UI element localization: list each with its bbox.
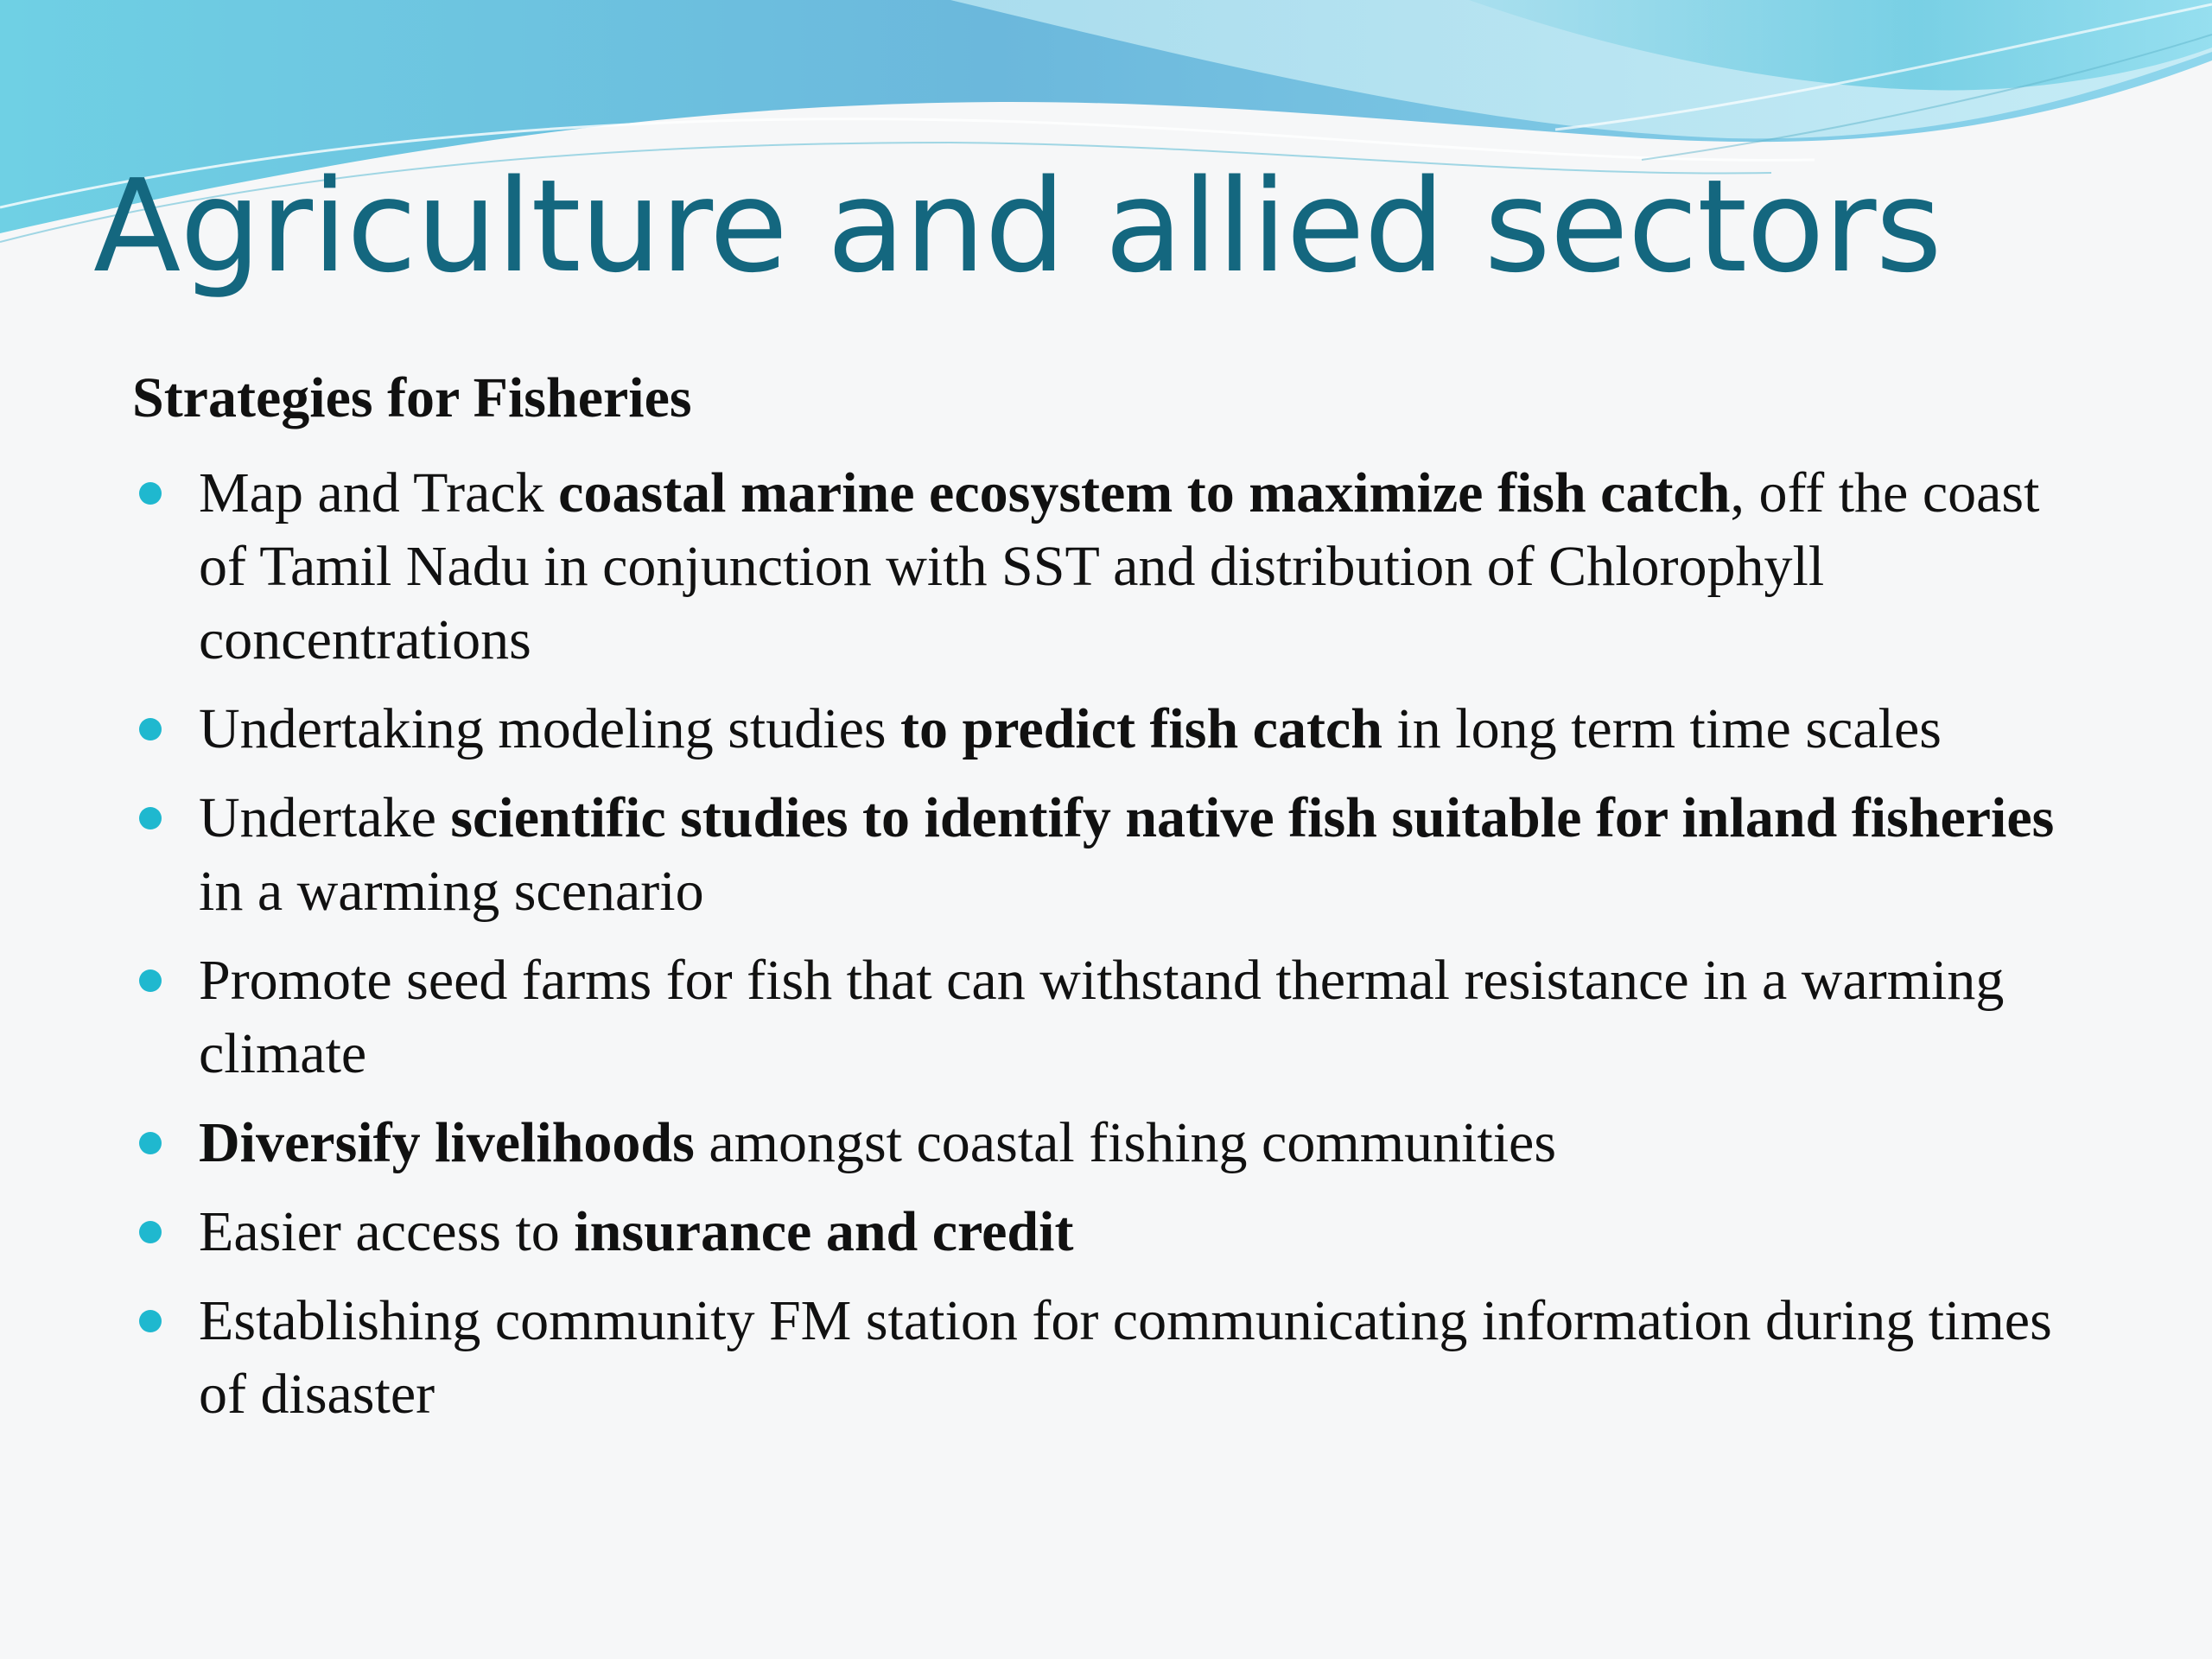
bullet-dot-icon (139, 1310, 162, 1332)
bullet-item (132, 781, 2085, 928)
bullet-item (132, 1195, 2085, 1268)
bullet-text: in a warming scenario (199, 859, 704, 923)
slide-body (132, 361, 2085, 1446)
bullet-text: Undertaking modeling studies (199, 696, 901, 760)
bullet-item (132, 1284, 2085, 1431)
bullet-dot-icon (139, 718, 162, 741)
bullet-item (132, 692, 2085, 766)
slide-title: Agriculture and allied sectors (93, 152, 1942, 301)
section-subheading: Strategies for Fisheries (132, 366, 692, 429)
bullet-text: Promote seed farms for fish that can withstand thermal resistance in a warming climate (199, 948, 2005, 1085)
bullet-dot-icon (139, 1221, 162, 1243)
bullet-emphasis: insurance and credit (574, 1199, 1074, 1263)
bullet-dot-icon (139, 1132, 162, 1154)
bullet-text: Map and Track (199, 461, 559, 524)
bullet-emphasis: to predict fish catch (900, 696, 1382, 760)
bullet-item (132, 456, 2085, 677)
bullet-emphasis: scientific studies to identify native fish suitable for inland fisheries (450, 785, 2055, 849)
bullet-dot-icon (139, 807, 162, 830)
bullet-dot-icon (139, 969, 162, 992)
bullet-text: Easier access to (199, 1199, 575, 1263)
bullet-emphasis: Diversify livelihoods (199, 1110, 695, 1174)
bullet-item (132, 1106, 2085, 1179)
bullet-dot-icon (139, 482, 162, 505)
bullet-text: amongst coastal fishing communities (694, 1110, 1557, 1174)
bullet-item (132, 944, 2085, 1090)
bullet-text: in long term time scales (1382, 696, 1942, 760)
bullet-text: Undertake (199, 785, 451, 849)
bullet-emphasis: coastal marine ecosystem to maximize fish catch (558, 461, 1731, 524)
bullet-text: Establishing community FM station for communicating information during times of disaster (199, 1288, 2052, 1426)
bullet-text: , off the coast of Tamil Nadu in conjunction with SST and distribution of Chlorophyll concentrations (199, 461, 2040, 671)
bullet-list (132, 456, 2085, 1431)
